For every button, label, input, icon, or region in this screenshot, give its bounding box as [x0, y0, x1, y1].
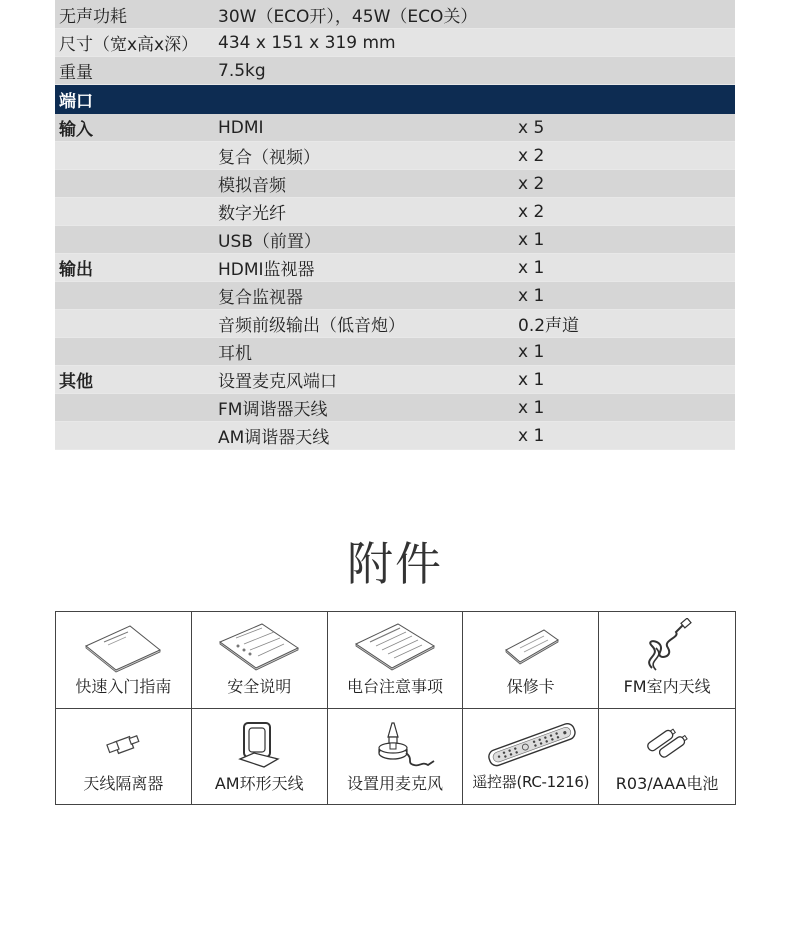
port-count: x 1: [518, 257, 545, 278]
accessory-label: FM室内天线: [623, 677, 711, 696]
port-row: [55, 310, 735, 338]
accessory-label: R03/AAA电池: [615, 774, 719, 793]
spec-label: 尺寸（宽x高x深）: [59, 35, 199, 55]
accessories-title: 附件: [347, 537, 443, 591]
port-name: 耳机: [218, 344, 252, 364]
accessory-item: [56, 709, 192, 805]
port-row: [55, 366, 735, 394]
port-count: x 2: [518, 145, 545, 166]
port-row: [55, 394, 735, 422]
port-name: FM调谐器天线: [218, 400, 328, 420]
spec-label: 重量: [59, 63, 93, 83]
accessory-label: 设置用麦克风: [346, 774, 443, 793]
port-group-label: 其他: [59, 372, 93, 392]
port-count: x 1: [518, 397, 545, 418]
port-count: x 2: [518, 201, 545, 222]
port-count: x 1: [518, 229, 545, 250]
quick-guide-icon: [56, 616, 191, 676]
accessory-label: AM环形天线: [214, 774, 304, 793]
port-row: [55, 114, 735, 142]
port-row: [55, 226, 735, 254]
accessory-item: [328, 709, 464, 805]
port-name: USB（前置）: [218, 232, 321, 252]
spec-row: [55, 0, 735, 29]
port-name: 复合（视频）: [218, 148, 320, 168]
am-loop-antenna-icon: [192, 713, 327, 773]
port-group-label: 输出: [59, 260, 93, 280]
port-name: 设置麦克风端口: [218, 372, 337, 392]
spec-label: 无声功耗: [59, 6, 127, 27]
remote-control-icon: [463, 713, 598, 773]
accessory-label: 遥控器(RC-1216): [472, 773, 590, 791]
port-count: x 2: [518, 173, 545, 194]
port-count: x 1: [518, 285, 545, 306]
battery-icon: [599, 713, 735, 773]
antenna-isolator-icon: [56, 713, 191, 773]
accessory-label: 安全说明: [227, 677, 292, 696]
accessory-item: [599, 612, 735, 709]
ports-section-header: 端口: [55, 85, 735, 114]
accessories-grid: [55, 611, 736, 805]
radio-notes-icon: [328, 616, 463, 676]
accessory-label: 天线隔离器: [83, 774, 164, 793]
safety-sheet-icon: [192, 616, 327, 676]
port-count: 0.2声道: [518, 316, 580, 336]
port-row: [55, 142, 735, 170]
port-name: 音频前级输出（低音炮）: [218, 316, 405, 336]
port-row: [55, 170, 735, 198]
spec-value: 7.5kg: [218, 60, 266, 81]
port-count: x 1: [518, 425, 545, 446]
accessory-label: 快速入门指南: [75, 677, 172, 696]
accessory-item: [328, 612, 464, 709]
port-name: 模拟音频: [218, 176, 286, 196]
port-row: [55, 338, 735, 366]
port-count: x 5: [518, 117, 545, 138]
port-name: 数字光纤: [218, 204, 286, 224]
port-count: x 1: [518, 369, 545, 390]
port-name: HDMI: [218, 117, 264, 138]
accessory-item: [463, 612, 599, 709]
accessory-item: [599, 709, 735, 805]
port-name: HDMI监视器: [218, 260, 315, 280]
accessory-label: 保修卡: [506, 677, 555, 696]
port-row: [55, 422, 735, 450]
port-name: AM调谐器天线: [218, 428, 330, 448]
spec-value: 434 x 151 x 319 mm: [218, 32, 396, 53]
warranty-card-icon: [463, 616, 598, 676]
accessory-item: [192, 612, 328, 709]
setup-microphone-icon: [328, 713, 463, 773]
spec-row: [55, 57, 735, 85]
accessory-item: [192, 709, 328, 805]
port-row: [55, 198, 735, 226]
port-group-label: 输入: [59, 120, 93, 140]
accessory-label: 电台注意事项: [346, 677, 443, 696]
port-row: [55, 254, 735, 282]
accessory-item: [463, 709, 599, 805]
port-count: x 1: [518, 341, 545, 362]
port-name: 复合监视器: [218, 288, 303, 308]
spec-table: [55, 0, 735, 450]
spec-row: [55, 29, 735, 57]
fm-antenna-icon: [599, 616, 735, 676]
accessory-item: [56, 612, 192, 709]
spec-value: 30W（ECO开），45W（ECO关）: [218, 6, 478, 27]
port-row: [55, 282, 735, 310]
